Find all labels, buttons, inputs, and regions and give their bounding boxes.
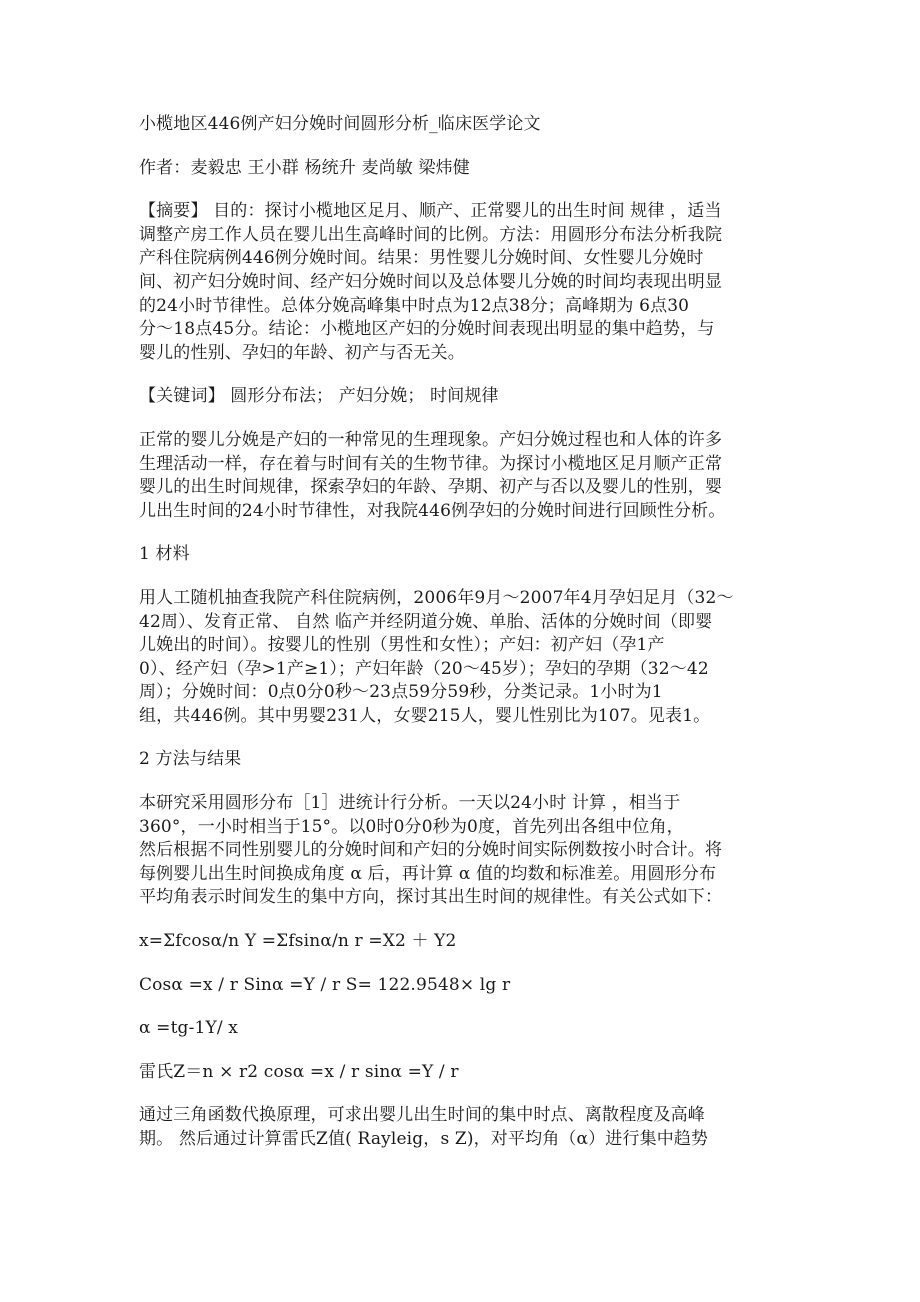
materials-block [139,587,779,729]
authors-line: 作者：麦毅忠 王小群 杨统升 麦尚敏 梁炜健 [139,157,470,178]
abstract-line: 的24小时节律性。总体分娩高峰集中时点为12点38分；高峰期为 6点30 [139,295,690,316]
closing-line: 期。 然后通过计算雷氏Z值( Rayleig，s Z)，对平均角（α）进行集中趋势 [139,1129,709,1149]
abstract-line: 分～18点45分。结论：小榄地区产妇的分娩时间表现出明显的集中趋势，与 [139,319,715,340]
formula-line: Cosα =x / r Sinα =Y / r S= 122.9548× lg r [139,974,511,995]
introduction-block [139,429,779,523]
intro-line: 生理活动一样，存在着与时间有关的生物节律。为探讨小榄地区足月顺产正常 [139,453,723,474]
intro-line: 儿出生时间的24小时节律性，对我院446例孕妇的分娩时间进行回顾性分析。 [139,500,726,521]
document-title: 小榄地区446例产妇分娩时间圆形分析_临床医学论文 [139,114,541,134]
section-2-heading: 2 方法与结果 [139,749,242,770]
abstract-line: 调整产房工作人员在婴儿出生高峰时间的比例。方法：用圆形分布法分析我院 [139,224,723,245]
keywords-line: 【关键词】 圆形分布法； 产妇分娩； 时间规律 [139,386,499,407]
intro-line: 婴儿的出生时间规律，探索孕妇的年龄、孕期、初产与否以及婴儿的性别，婴 [139,477,723,498]
methods-line: 本研究采用圆形分布［1］进统计行分析。一天以24小时 计算 ，相当于 [139,793,681,814]
closing-block [139,1104,779,1151]
materials-line: 42周）、发育正常、 自然 临产并经阴道分娩、单胎、活体的分娩时间（即婴 [139,611,713,632]
abstract-line: 间、初产妇分娩时间、经产妇分娩时间以及总体婴儿分娩的时间均表现出明显 [139,271,723,292]
materials-line: 用人工随机抽查我院产科住院病例，2006年9月～2007年4月孕妇足月（32～ [139,587,734,608]
materials-line: 儿娩出的时间）。按婴儿的性别（男性和女性）；产妇：初产妇（孕1产 [139,635,665,656]
methods-block [139,792,779,910]
methods-line: 平均角表示时间发生的集中方向，探讨其出生时间的规律性。有关公式如下： [139,887,723,908]
abstract-line: 产科住院病例446例分娩时间。结果：男性婴儿分娩时间、女性婴儿分娩时 [139,248,704,269]
abstract-block [139,200,779,365]
materials-line: 周）；分娩时间：0点0分0秒～23点59分59秒，分类记录。1小时为1 [139,682,663,703]
intro-line: 正常的婴儿分娩是产妇的一种常见的生理现象。产妇分娩过程也和人体的许多 [139,429,723,450]
abstract-line: 婴儿的性别、孕妇的年龄、初产与否无关。 [139,342,465,363]
formula-line: α =tg-1Y/ x [139,1018,238,1039]
methods-line: 每例婴儿出生时间换成角度 α 后，再计算 α 值的均数和标准差。用圆形分布 [139,863,717,884]
closing-line: 通过三角函数代换原理，可求出婴儿出生时间的集中时点、离散程度及高峰 [139,1105,705,1126]
materials-line: 0）、经产妇（孕>1产≥1）；产妇年龄（20～45岁）；孕妇的孕期（32～42 [139,658,709,679]
section-1-heading: 1 材料 [139,544,190,565]
abstract-line: 【摘要】 目的：探讨小榄地区足月、顺产、正常婴儿的出生时间 规律 ，适当 [139,201,722,222]
methods-line: 360°，一小时相当于15°。以0时0分0秒为0度，首先列出各组中位角， [139,816,684,837]
document-page [139,113,779,1152]
formula-line: 雷氏Z＝n × r2 cosα =x / r sinα =Y / r [139,1061,459,1082]
materials-line: 组，共446例。其中男婴231人，女婴215人，婴儿性别比为107。见表1。 [139,705,711,726]
formula-line: x=Σfcosα/n Y =Σfsinα/n r =X2 ＋ Y2 [139,931,457,952]
methods-line: 然后根据不同性别婴儿的分娩时间和产妇的分娩时间实际例数按小时合计。将 [139,840,723,861]
